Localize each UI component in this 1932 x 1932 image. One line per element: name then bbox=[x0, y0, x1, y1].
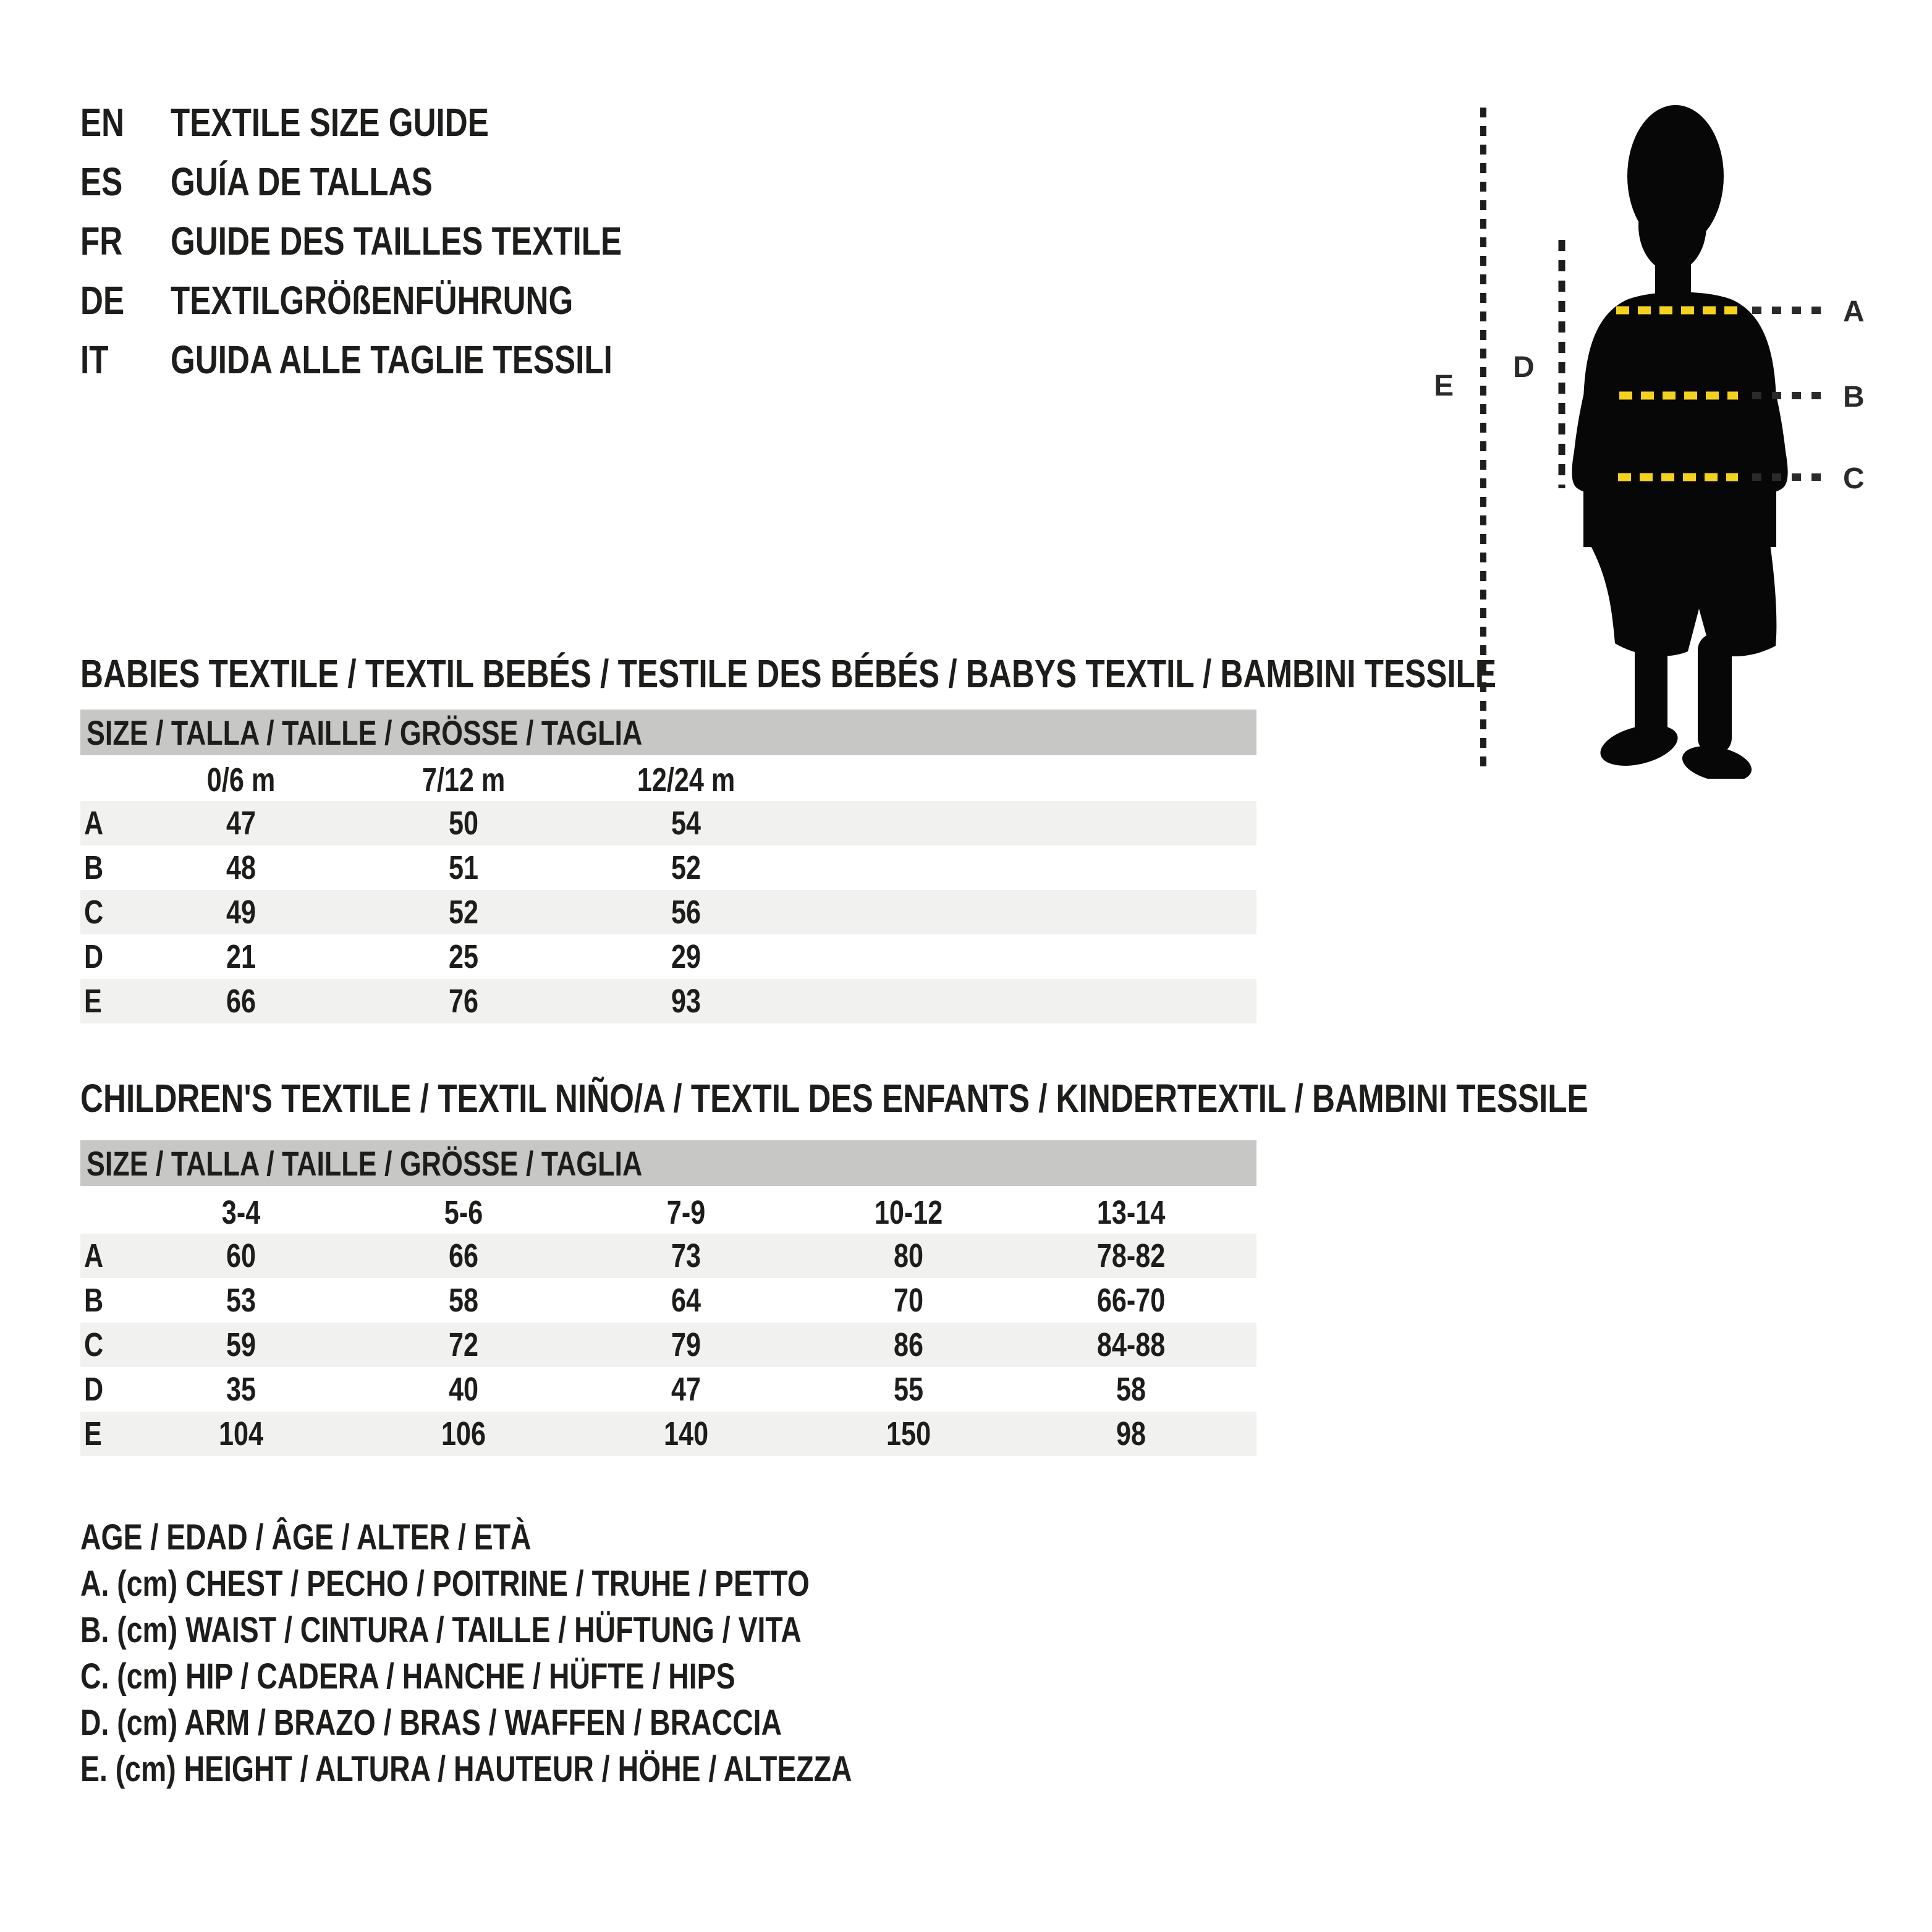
children-col-header: 13-14 bbox=[1096, 1194, 1166, 1231]
children-column-header-row bbox=[80, 1192, 1256, 1234]
cell: 98 bbox=[1116, 1415, 1146, 1452]
children-col-header: 7-9 bbox=[666, 1194, 706, 1231]
cell: 55 bbox=[893, 1371, 924, 1408]
lang-title-de: TEXTILGRÖßENFÜHRUNG bbox=[171, 278, 574, 323]
cell: 58 bbox=[448, 1282, 479, 1319]
lang-row-fr bbox=[80, 211, 735, 271]
cell: 52 bbox=[448, 894, 479, 931]
children-row-b bbox=[80, 1278, 1256, 1323]
lang-row-de bbox=[80, 271, 735, 330]
cell: 66 bbox=[448, 1237, 479, 1274]
children-row-e bbox=[80, 1412, 1256, 1456]
cell: 21 bbox=[226, 938, 256, 975]
cell: 72 bbox=[448, 1326, 479, 1363]
babies-col-header: 7/12 m bbox=[422, 761, 506, 799]
lang-row-it bbox=[80, 330, 735, 389]
cell: 73 bbox=[671, 1237, 701, 1274]
children-size-header-bar: SIZE / TALLA / TAILLE / GRÖSSE / TAGLIA bbox=[80, 1140, 1256, 1186]
lang-title-es: GUÍA DE TALLAS bbox=[171, 159, 433, 204]
children-row-c bbox=[80, 1323, 1256, 1367]
cell: 76 bbox=[448, 983, 479, 1020]
diagram-label-a: A bbox=[1843, 295, 1865, 328]
babies-col-header: 12/24 m bbox=[637, 761, 735, 799]
cell: 140 bbox=[663, 1415, 709, 1452]
row-label: D bbox=[84, 1371, 104, 1408]
legend-arm: D. (cm) ARM / BRAZO / BRAS / WAFFEN / BRACCIA bbox=[80, 1703, 782, 1743]
row-label: C bbox=[84, 1326, 104, 1363]
babies-section-title: BABIES TEXTILE / TEXTIL BEBÉS / TESTILE DES BÉBÉS / BABYS TEXTIL / BAMBINI TESSILE bbox=[80, 651, 1497, 696]
lang-title-en: TEXTILE SIZE GUIDE bbox=[171, 100, 489, 145]
cell: 35 bbox=[226, 1371, 256, 1408]
cell: 59 bbox=[226, 1326, 256, 1363]
cell: 51 bbox=[448, 849, 479, 886]
row-label: B bbox=[84, 1282, 104, 1319]
cell: 47 bbox=[671, 1371, 701, 1408]
cell: 86 bbox=[893, 1326, 924, 1363]
row-label: D bbox=[84, 938, 104, 975]
lang-code-es: ES bbox=[80, 159, 123, 204]
cell: 58 bbox=[1116, 1371, 1146, 1408]
cell: 48 bbox=[226, 849, 256, 886]
cell: 29 bbox=[671, 938, 701, 975]
babies-row-d bbox=[80, 934, 1256, 979]
legend-height: E. (cm) HEIGHT / ALTURA / HAUTEUR / HÖHE / ALTEZZA bbox=[80, 1749, 852, 1789]
cell: 56 bbox=[671, 894, 701, 931]
row-label: C bbox=[84, 894, 104, 931]
cell: 49 bbox=[226, 894, 256, 931]
babies-col-header: 0/6 m bbox=[206, 761, 276, 799]
row-label: A bbox=[84, 805, 104, 842]
cell: 106 bbox=[441, 1415, 486, 1452]
cell: 40 bbox=[448, 1371, 479, 1408]
lang-title-it: GUIDA ALLE TAGLIE TESSILI bbox=[171, 337, 612, 382]
row-label: E bbox=[84, 1415, 102, 1452]
lang-title-fr: GUIDE DES TAILLES TEXTILE bbox=[171, 219, 622, 263]
lang-code-it: IT bbox=[80, 337, 109, 382]
diagram-label-c: C bbox=[1843, 462, 1865, 495]
children-col-header: 3-4 bbox=[221, 1194, 261, 1231]
cell: 60 bbox=[226, 1237, 256, 1274]
cell: 79 bbox=[671, 1326, 701, 1363]
diagram-label-b: B bbox=[1843, 381, 1865, 413]
language-header bbox=[80, 93, 735, 389]
children-row-d bbox=[80, 1367, 1256, 1412]
lang-code-en: EN bbox=[80, 100, 125, 145]
cell: 64 bbox=[671, 1282, 701, 1319]
cell: 47 bbox=[226, 805, 256, 842]
cell: 93 bbox=[671, 983, 701, 1020]
cell: 54 bbox=[671, 805, 701, 842]
lang-row-en bbox=[80, 93, 735, 152]
babies-row-a bbox=[80, 801, 1256, 845]
children-section-title: CHILDREN'S TEXTILE / TEXTIL NIÑO/A / TEXTIL DES ENFANTS / KINDERTEXTIL / BAMBINI TESSILE bbox=[80, 1076, 1588, 1121]
cell: 70 bbox=[893, 1282, 924, 1319]
cell: 80 bbox=[893, 1237, 924, 1274]
babies-size-header-bar: SIZE / TALLA / TAILLE / GRÖSSE / TAGLIA bbox=[80, 710, 1256, 755]
legend-waist: B. (cm) WAIST / CINTURA / TAILLE / HÜFTUNG / VITA bbox=[80, 1610, 802, 1650]
cell: 84-88 bbox=[1096, 1326, 1166, 1363]
babies-column-header-row bbox=[80, 759, 1256, 801]
row-label: A bbox=[84, 1237, 104, 1274]
children-row-a bbox=[80, 1234, 1256, 1278]
lang-code-de: DE bbox=[80, 278, 125, 323]
cell: 66-70 bbox=[1096, 1282, 1166, 1319]
cell: 78-82 bbox=[1096, 1237, 1166, 1274]
cell: 66 bbox=[226, 983, 256, 1020]
legend-chest: A. (cm) CHEST / PECHO / POITRINE / TRUHE / PETTO bbox=[80, 1564, 810, 1604]
cell: 50 bbox=[448, 805, 479, 842]
cell: 150 bbox=[886, 1415, 931, 1452]
children-col-header: 5-6 bbox=[444, 1194, 483, 1231]
diagram-label-d: D bbox=[1513, 351, 1535, 384]
row-label: E bbox=[84, 983, 102, 1020]
lang-row-es bbox=[80, 152, 735, 211]
babies-row-c bbox=[80, 890, 1256, 934]
legend-hip: C. (cm) HIP / CADERA / HANCHE / HÜFTE / HIPS bbox=[80, 1656, 735, 1697]
babies-row-e bbox=[80, 979, 1256, 1023]
children-col-header: 10-12 bbox=[874, 1194, 943, 1231]
measurement-legend bbox=[80, 1514, 1045, 1792]
diagram-label-e: E bbox=[1434, 370, 1454, 402]
cell: 52 bbox=[671, 849, 701, 886]
legend-age: AGE / EDAD / ÂGE / ALTER / ETÀ bbox=[80, 1517, 532, 1557]
lang-code-fr: FR bbox=[80, 219, 123, 263]
cell: 53 bbox=[226, 1282, 256, 1319]
row-label: B bbox=[84, 849, 104, 886]
babies-row-b bbox=[80, 845, 1256, 890]
cell: 25 bbox=[448, 938, 479, 975]
cell: 104 bbox=[218, 1415, 264, 1452]
